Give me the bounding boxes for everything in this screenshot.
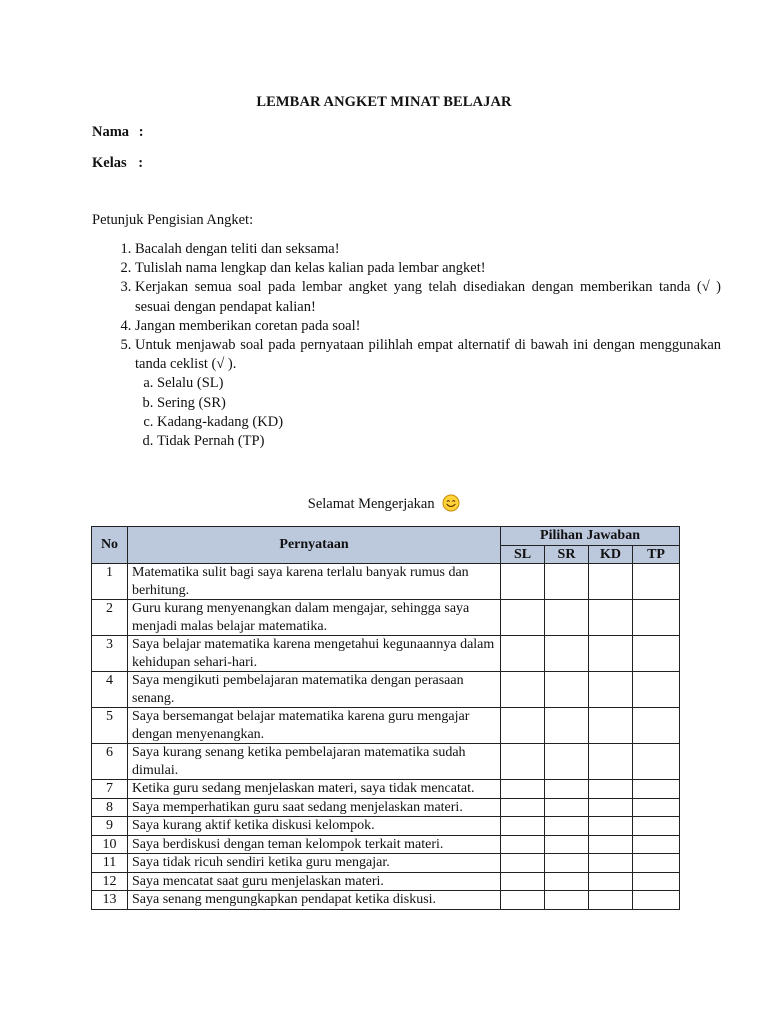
- table-row: [92, 872, 680, 891]
- answer-option: b. Sering (SR): [157, 394, 721, 413]
- instruction-item-text: Untuk menjawab soal pada pernyataan pilihlah empat alternatif di bawah ini dengan menggunakan tanda ceklist (√ ).: [135, 337, 721, 373]
- greeting-text: Selamat Mengerjakan: [307, 496, 435, 512]
- column-header-sl: SL: [501, 545, 545, 564]
- row-number: 2: [92, 600, 128, 636]
- statement-cell: Saya kurang aktif ketika diskusi kelompok.: [128, 817, 501, 836]
- table-row: [92, 854, 680, 873]
- name-separator: :: [138, 124, 144, 140]
- answer-cell-kd[interactable]: [589, 708, 633, 744]
- answer-cell-tp[interactable]: [633, 872, 680, 891]
- column-header-statement: Pernyataan: [128, 527, 501, 564]
- answer-option: a. Selalu (SL): [157, 374, 721, 393]
- answer-cell-kd[interactable]: [589, 744, 633, 780]
- table-row: [92, 672, 680, 708]
- table-row: [92, 891, 680, 910]
- class-field: [92, 155, 143, 172]
- row-number: 9: [92, 817, 128, 836]
- answer-cell-tp[interactable]: [633, 835, 680, 854]
- statement-cell: Saya mengikuti pembelajaran matematika dengan perasaan senang.: [128, 672, 501, 708]
- answer-cell-tp[interactable]: [633, 600, 680, 636]
- instruction-item: [135, 336, 721, 451]
- statement-cell: Guru kurang menyenangkan dalam mengajar, sehingga saya menjadi malas belajar matematika.: [128, 600, 501, 636]
- instruction-item: 4. Jangan memberikan coretan pada soal!: [135, 317, 721, 336]
- answer-cell-kd[interactable]: [589, 835, 633, 854]
- answer-cell-sr[interactable]: [545, 817, 589, 836]
- statement-cell: Saya belajar matematika karena mengetahui kegunaannya dalam kehidupan sehari-hari.: [128, 636, 501, 672]
- statement-cell: Saya bersemangat belajar matematika karena guru mengajar dengan menyenangkan.: [128, 708, 501, 744]
- column-header-sr: SR: [545, 545, 589, 564]
- answer-cell-tp[interactable]: [633, 817, 680, 836]
- column-header-no: No: [92, 527, 128, 564]
- table-row: [92, 636, 680, 672]
- row-number: 7: [92, 780, 128, 799]
- answer-cell-sr[interactable]: [545, 835, 589, 854]
- statement-cell: Matematika sulit bagi saya karena terlalu banyak rumus dan berhitung.: [128, 564, 501, 600]
- answer-cell-sr[interactable]: [545, 636, 589, 672]
- answer-cell-sr[interactable]: [545, 564, 589, 600]
- answer-cell-sr[interactable]: [545, 744, 589, 780]
- row-number: 3: [92, 636, 128, 672]
- row-number: 6: [92, 744, 128, 780]
- instructions-list: [92, 240, 721, 451]
- answer-cell-kd[interactable]: [589, 672, 633, 708]
- table-row: [92, 708, 680, 744]
- table-row: [92, 798, 680, 817]
- column-header-tp: TP: [633, 545, 680, 564]
- answer-cell-sl[interactable]: [501, 891, 545, 910]
- answer-option: c. Kadang-kadang (KD): [157, 413, 721, 432]
- statement-cell: Ketika guru sedang menjelaskan materi, saya tidak mencatat.: [128, 780, 501, 799]
- answer-cell-tp[interactable]: [633, 891, 680, 910]
- answer-cell-sl[interactable]: [501, 817, 545, 836]
- answer-cell-sl[interactable]: [501, 708, 545, 744]
- answer-cell-sl[interactable]: [501, 600, 545, 636]
- row-number: 10: [92, 835, 128, 854]
- answer-cell-tp[interactable]: [633, 636, 680, 672]
- statement-cell: Saya senang mengungkapkan pendapat ketika diskusi.: [128, 891, 501, 910]
- answer-cell-sl[interactable]: [501, 872, 545, 891]
- answer-cell-sl[interactable]: [501, 672, 545, 708]
- row-number: 5: [92, 708, 128, 744]
- instruction-item: 2. Tulislah nama lengkap dan kelas kalian pada lembar angket!: [135, 259, 721, 278]
- table-row: [92, 780, 680, 799]
- row-number: 11: [92, 854, 128, 873]
- answer-cell-kd[interactable]: [589, 854, 633, 873]
- greeting: [0, 494, 768, 517]
- answer-cell-sr[interactable]: [545, 600, 589, 636]
- answer-option: d. Tidak Pernah (TP): [157, 432, 721, 451]
- row-number: 4: [92, 672, 128, 708]
- column-header-kd: KD: [589, 545, 633, 564]
- row-number: 8: [92, 798, 128, 817]
- answer-cell-tp[interactable]: [633, 564, 680, 600]
- instruction-item: 3. Kerjakan semua soal pada lembar angket yang telah disediakan dengan memberikan tanda (√ ) sesuai dengan pendapat kalian!: [135, 278, 721, 316]
- statement-cell: Saya berdiskusi dengan teman kelompok terkait materi.: [128, 835, 501, 854]
- answer-cell-kd[interactable]: [589, 817, 633, 836]
- table-row: [92, 835, 680, 854]
- row-number: 12: [92, 872, 128, 891]
- answer-cell-tp[interactable]: [633, 672, 680, 708]
- answer-cell-tp[interactable]: [633, 708, 680, 744]
- answer-cell-sr[interactable]: [545, 780, 589, 799]
- class-label: Kelas: [92, 155, 127, 171]
- row-number: 1: [92, 564, 128, 600]
- class-separator: :: [138, 155, 144, 171]
- table-row: [92, 600, 680, 636]
- answer-cell-sl[interactable]: [501, 835, 545, 854]
- instructions-heading: Petunjuk Pengisian Angket:: [92, 212, 254, 228]
- column-header-choices: Pilihan Jawaban: [501, 527, 680, 546]
- answer-cell-sl[interactable]: [501, 744, 545, 780]
- answer-cell-sr[interactable]: [545, 798, 589, 817]
- table-row: [92, 744, 680, 780]
- answer-cell-sr[interactable]: [545, 672, 589, 708]
- answer-cell-kd[interactable]: [589, 780, 633, 799]
- answer-cell-sr[interactable]: [545, 872, 589, 891]
- answer-cell-sl[interactable]: [501, 636, 545, 672]
- answer-cell-sl[interactable]: [501, 798, 545, 817]
- answer-cell-kd[interactable]: [589, 891, 633, 910]
- answer-cell-sl[interactable]: [501, 780, 545, 799]
- table-row: [92, 564, 680, 600]
- row-number: 13: [92, 891, 128, 910]
- statement-cell: Saya mencatat saat guru menjelaskan materi.: [128, 872, 501, 891]
- answer-cell-kd[interactable]: [589, 872, 633, 891]
- answer-cell-sr[interactable]: [545, 708, 589, 744]
- answer-cell-kd[interactable]: [589, 600, 633, 636]
- answer-cell-kd[interactable]: [589, 636, 633, 672]
- name-field: [92, 124, 144, 141]
- answer-cell-kd[interactable]: [589, 564, 633, 600]
- statement-cell: Saya kurang senang ketika pembelajaran matematika sudah dimulai.: [128, 744, 501, 780]
- answer-cell-sr[interactable]: [545, 854, 589, 873]
- page-title: LEMBAR ANGKET MINAT BELAJAR: [256, 94, 512, 110]
- statement-cell: Saya memperhatikan guru saat sedang menjelaskan materi.: [128, 798, 501, 817]
- answer-cell-tp[interactable]: [633, 780, 680, 799]
- name-label: Nama: [92, 124, 130, 140]
- answer-cell-tp[interactable]: [633, 854, 680, 873]
- answer-cell-tp[interactable]: [633, 744, 680, 780]
- instruction-item: 1. Bacalah dengan teliti dan seksama!: [135, 240, 721, 259]
- answer-options-list: [135, 374, 721, 451]
- smiley-icon: [442, 494, 460, 517]
- answer-cell-sr[interactable]: [545, 891, 589, 910]
- answer-cell-tp[interactable]: [633, 798, 680, 817]
- answer-cell-kd[interactable]: [589, 798, 633, 817]
- answer-cell-sl[interactable]: [501, 564, 545, 600]
- table-row: [92, 817, 680, 836]
- statement-cell: Saya tidak ricuh sendiri ketika guru mengajar.: [128, 854, 501, 873]
- answer-cell-sl[interactable]: [501, 854, 545, 873]
- questionnaire-table: [91, 526, 680, 910]
